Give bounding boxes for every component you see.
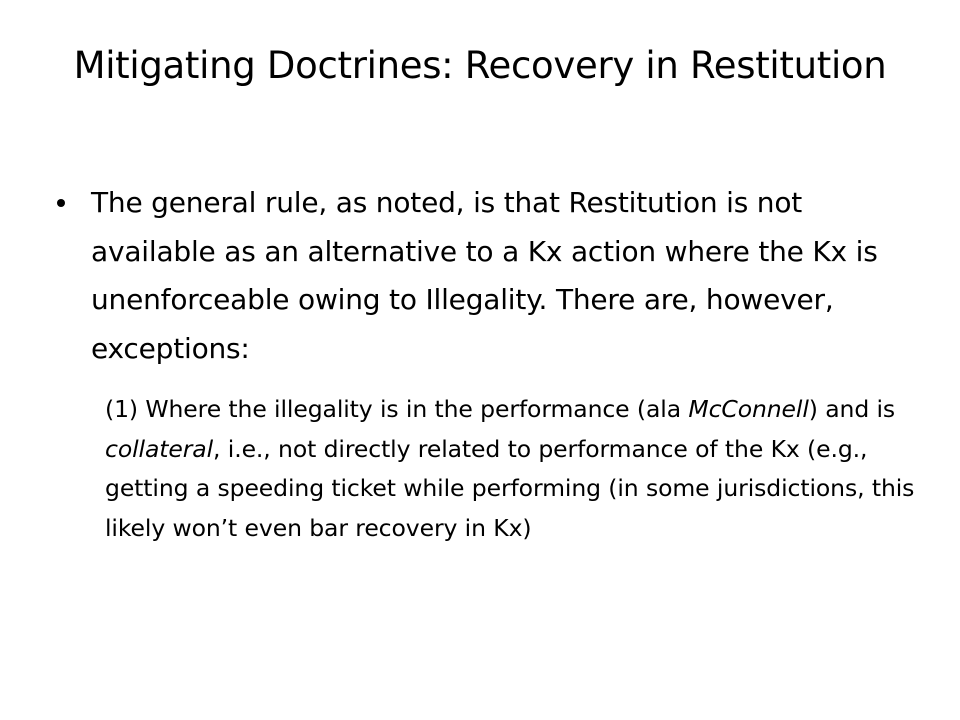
- sub-item-1: [105, 390, 915, 548]
- emphasis-text: collateral: [105, 434, 214, 463]
- case-name: McConnell: [688, 395, 809, 423]
- bullet-dot-icon: [57, 199, 65, 207]
- bullet-text: The general rule, as noted, is that Restitution is not available as an alternative to a Kx action where the Kx is unenforceable owing to Illegality. There are, however, exceptions:: [91, 186, 878, 365]
- sub-item-text-3: , i.e., not directly related to performance of the Kx (e.g., getting a speeding ticket while performing (in some jurisdictions, this likely won’t even bar recovery in Kx): [105, 434, 915, 542]
- slide-title: Mitigating Doctrines: Recovery in Restitution: [73, 44, 887, 87]
- sub-item-text-1: (1) Where the illegality is in the performance (ala: [105, 395, 689, 423]
- sub-item-text-2: ) and is: [808, 395, 896, 423]
